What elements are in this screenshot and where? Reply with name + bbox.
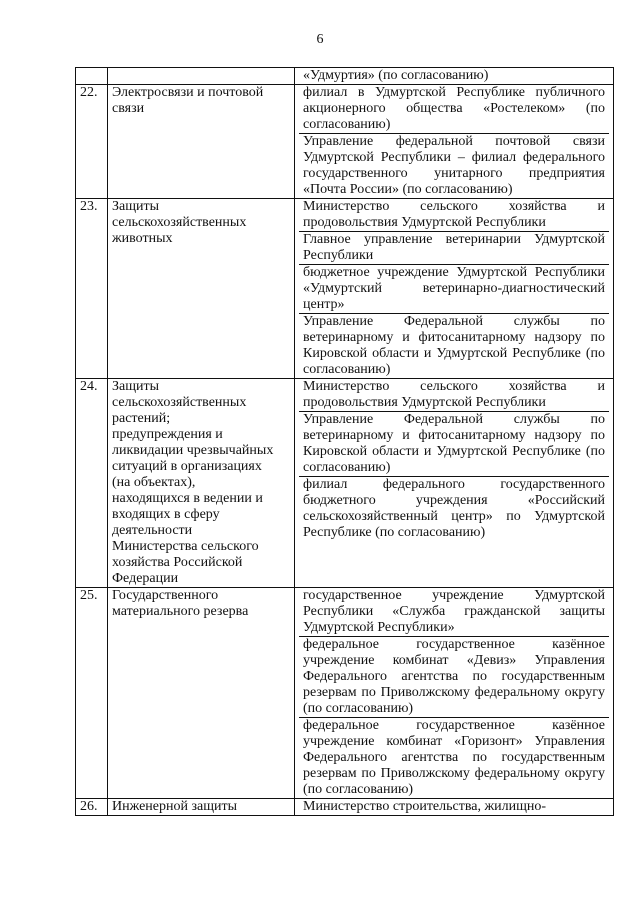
organization-text: «Удмуртия» (по согласованию) — [303, 68, 489, 83]
organization-text: Министерство сельского хозяйства и продовольствия Удмуртской Республики — [303, 199, 605, 230]
organizations-cell — [295, 588, 614, 799]
table-row-continuation — [76, 68, 614, 85]
function-text: Защиты сельскохозяйственных животных — [112, 199, 247, 246]
function-text: Инженерной защиты — [112, 799, 238, 814]
organization-text: федеральное государственное казённое учреждение комбинат «Девиз» Управления Федерального агентства по государственным резервам по Приволжскому федеральному округу (по согласованию) — [299, 636, 609, 717]
row-number-cell: 22. — [76, 85, 108, 199]
organization-text: филиал федерального государственного бюджетного учреждения «Российский сельскохозяйственный центр» по Удмуртской Республике (по согласованию) — [299, 476, 609, 541]
organization-text: филиал в Удмуртской Республике публичного акционерного общества «Ростелеком» (по согласованию) — [303, 85, 605, 132]
organization-text: Управление федеральной почтовой связи Удмуртской Республики – филиал федерального государственного унитарного предприятия «Почта России» (по согласованию) — [299, 133, 609, 198]
function-text: Защиты сельскохозяйственных растений; предупреждения и ликвидации чрезвычайных ситуаций в организациях (на объектах), находящихся в ведении и входящих в сферу деятельности Министерства сельского хозяйства Российской Федерации — [112, 379, 274, 586]
function-cell — [108, 199, 295, 379]
organizations-cell — [295, 85, 614, 199]
row-number-cell: 25. — [76, 588, 108, 799]
function-cell — [108, 588, 295, 799]
row-number-cell: 23. — [76, 199, 108, 379]
table-row — [76, 85, 614, 199]
page-number: 6 — [316, 32, 324, 47]
function-cell — [108, 68, 295, 85]
function-text: Государственного материального резерва — [112, 588, 249, 619]
row-number-cell: 24. — [76, 379, 108, 588]
organization-text: государственное учреждение Удмуртской Республики «Служба гражданской защиты Удмуртской Республики» — [303, 588, 605, 635]
organization-text: Главное управление ветеринарии Удмуртской Республики — [299, 231, 609, 264]
functions-table — [75, 67, 614, 816]
organizations-cell — [295, 199, 614, 379]
row-number-cell: 26. — [76, 799, 108, 816]
function-cell — [108, 379, 295, 588]
organization-text: федеральное государственное казённое учреждение комбинат «Горизонт» Управления Федерального агентства по государственным резервам по Приволжскому федеральному округу (по согласованию) — [299, 717, 609, 798]
organizations-cell — [295, 799, 614, 816]
organization-text: бюджетное учреждение Удмуртской Республики «Удмуртский ветеринарно-диагностический центр» — [299, 264, 609, 313]
table-row — [76, 379, 614, 588]
function-cell — [108, 85, 295, 199]
organizations-cell — [295, 68, 614, 85]
organization-text: Министерство сельского хозяйства и продовольствия Удмуртской Республики — [303, 379, 605, 410]
row-number-cell — [76, 68, 108, 85]
organization-text: Управление Федеральной службы по ветеринарному и фитосанитарному надзору по Кировской области и Удмуртской Республике (по согласованию) — [299, 411, 609, 476]
function-cell — [108, 799, 295, 816]
organization-text: Управление Федеральной службы по ветеринарному и фитосанитарному надзору по Кировской области и Удмуртской Республике (по согласованию) — [299, 313, 609, 378]
table-row — [76, 588, 614, 799]
table-row — [76, 199, 614, 379]
function-text: Электросвязи и почтовой связи — [112, 85, 264, 116]
table-row — [76, 799, 614, 816]
organizations-cell — [295, 379, 614, 588]
organization-text: Министерство строительства, жилищно- — [303, 799, 547, 814]
